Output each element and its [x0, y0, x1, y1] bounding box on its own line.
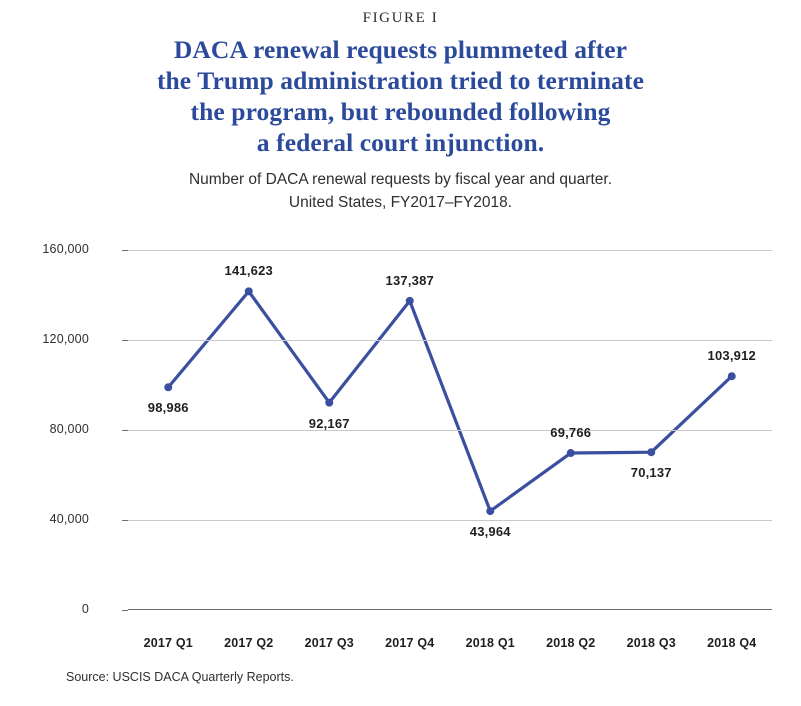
figure-subtitle: [80, 168, 721, 214]
data-point-label: 69,766: [550, 425, 592, 441]
gridline: [128, 250, 772, 251]
y-axis-tick-mark: [122, 340, 128, 341]
y-axis-tick-label: 80,000: [49, 422, 89, 436]
gridline: [128, 340, 772, 341]
x-axis-tick-label: 2018 Q3: [626, 636, 676, 650]
figure-subtitle-line-2: United States, FY2017–FY2018.: [288, 194, 513, 211]
data-point-label: 98,986: [147, 400, 189, 416]
y-axis-tick-label: 40,000: [49, 512, 89, 526]
data-point-label: 92,167: [308, 415, 350, 431]
data-point-label: 103,912: [707, 348, 756, 364]
data-point-label: 141,623: [224, 263, 273, 279]
y-axis-tick-mark: [122, 610, 128, 611]
y-axis-tick-mark: [122, 430, 128, 431]
figure-label: FIGURE I: [362, 10, 439, 26]
figure-title-line-3: the program, but rebounded following: [190, 97, 611, 126]
source-note: Source: USCIS DACA Quarterly Reports.: [66, 670, 294, 684]
figure-subtitle-line-1: Number of DACA renewal requests by fiscal year and quarter.: [188, 171, 612, 188]
gridline: [128, 430, 772, 431]
data-point-label: 43,964: [469, 524, 511, 540]
data-point-marker: [486, 507, 494, 515]
y-axis-tick-label: 160,000: [42, 242, 89, 256]
figure-title: [52, 34, 749, 158]
figure-page: [0, 10, 801, 706]
figure-title-line-2: the Trump administration tried to terminate: [156, 66, 645, 95]
data-point-marker: [647, 448, 655, 456]
figure-title-line-4: a federal court injunction.: [256, 128, 545, 157]
x-axis-tick-label: 2017 Q4: [385, 636, 435, 650]
x-axis-tick-label: 2017 Q2: [224, 636, 274, 650]
data-point-marker: [245, 287, 253, 295]
chart-area: [0, 232, 801, 652]
data-point-marker: [728, 372, 736, 380]
x-axis-tick-label: 2018 Q1: [465, 636, 515, 650]
figure-title-line-1: DACA renewal requests plummeted after: [173, 35, 628, 64]
x-axis-tick-label: 2017 Q3: [304, 636, 354, 650]
data-point-marker: [164, 383, 172, 391]
y-axis-tick-mark: [122, 250, 128, 251]
data-point-marker: [567, 449, 575, 457]
gridline: [128, 520, 772, 521]
data-point-marker: [325, 399, 333, 407]
y-axis-tick-label: 120,000: [42, 332, 89, 346]
data-point-marker: [406, 297, 414, 305]
y-axis-tick-mark: [122, 520, 128, 521]
x-axis-tick-label: 2018 Q4: [707, 636, 757, 650]
line-chart-plot: [42, 242, 772, 650]
y-axis-tick-label: 0: [81, 602, 89, 616]
data-point-label: 70,137: [630, 465, 672, 481]
x-axis-line: [128, 609, 772, 610]
data-point-label: 137,387: [385, 272, 434, 288]
x-axis-tick-label: 2017 Q1: [143, 636, 193, 650]
x-axis-tick-label: 2018 Q2: [546, 636, 596, 650]
